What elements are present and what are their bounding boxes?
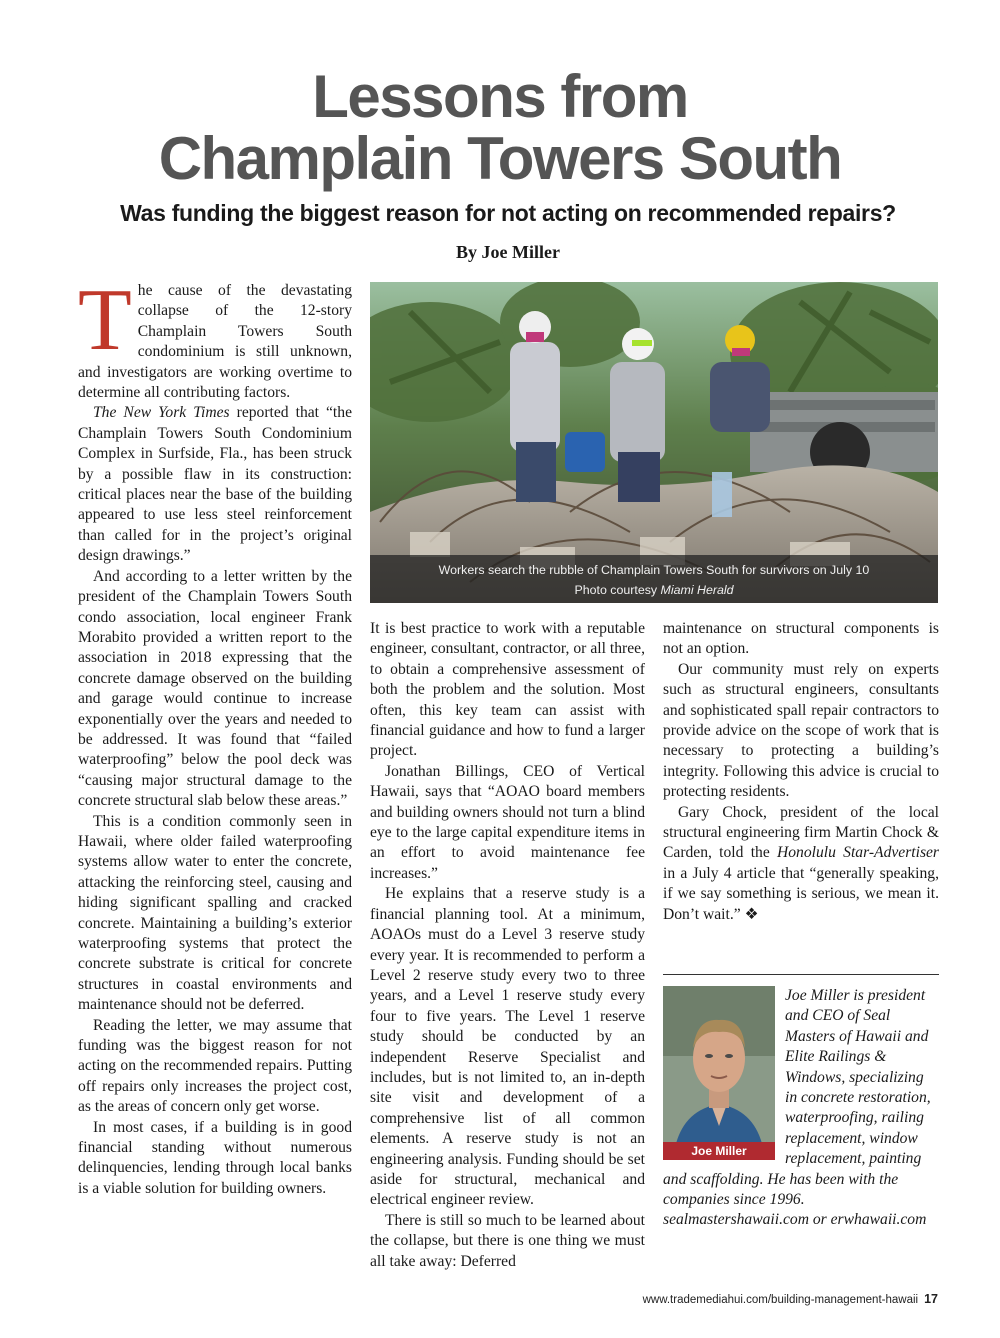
paragraph: This is a condition commonly seen in Hawaii, where older failed waterproofing systems allow water to enter the concrete, attacking the reinforcing steel, causing and hiding significant spalling and cracked concrete. Maintaining a building’s exterior waterproofing systems that protect the concrete substrate is critical for concrete structures in coastal environments and maintenance should not be deferred.	[78, 812, 352, 1014]
paragraph: It is best practice to work with a reputable engineer, consultant, contractor, or all three, to obtain a comprehensive assessment of both the problem and the solution. Most often, this key team can assist with financial guidance and how to fund a larger project.	[370, 620, 645, 760]
paragraph: maintenance on structural components is not an option.	[663, 620, 939, 658]
caption-line: Workers search the rubble of Champlain Towers South for survivors on July 10	[438, 563, 870, 577]
publication-name: Honolulu Star-Advertiser	[777, 844, 939, 862]
article-title-line1: Lessons from	[312, 63, 688, 130]
paragraph	[663, 803, 939, 925]
article-subtitle: Was funding the biggest reason for not acting on recommended repairs?	[120, 200, 896, 226]
credit-source: Miami Herald	[660, 583, 734, 597]
article-title-line2: Champlain Towers South	[158, 125, 842, 192]
author-name-tag: Joe Miller	[663, 1142, 775, 1160]
photo-caption	[370, 555, 938, 603]
text-column-2	[370, 619, 645, 1272]
paragraph	[78, 403, 352, 566]
paragraph: And according to a letter written by the president of the Champlain Towers South condo association, local engineer Frank Morabito provided a written report to the association in 2018 expressing that the concrete damage observed on the building and garage would continue to increase exponentially over the years and needed to be addressed. It was found that “failed waterproofing” below the pool deck was “causing major structural damage to the concrete structural slab below these areas.”	[78, 567, 352, 810]
footer-url[interactable]: www.trademediahui.com/building-management-hawaii	[642, 1294, 919, 1306]
paragraph: Jonathan Billings, CEO of Vertical Hawaii, says that “AOAO board members and building owners should not turn a blind eye to the large capital expenditure items in an effort to avoid maintenance fee increases.”	[370, 762, 645, 882]
publication-name: The New York Times	[93, 404, 230, 422]
paragraph-text: in a July 4 article that “generally speaking, if we say something is serious, we mean it. Don’t wait.”	[663, 864, 939, 923]
paragraph-text: Gary Chock, president of the local structural engineering firm Martin Chock & Carden, told the	[663, 803, 939, 862]
article-byline: By Joe Miller	[456, 242, 560, 262]
paragraph-text: he cause of the devastating collapse of the 12-story Champlain Towers South condominium is still unknown, and investigators are working overtime to determine all contributing factors.	[78, 282, 352, 402]
divider	[663, 974, 939, 975]
page-footer	[643, 1292, 938, 1306]
author-bio-text: Joe Miller is president and CEO of Seal Masters of Hawaii and Elite Railings & Windows, specializing in concrete restoration, waterproofing, railing replacement, window replacement, painting and scaffolding. He has been with the companies since 1996. sealmastershawaii.com or erwhawaii.com	[663, 987, 931, 1229]
rubble-photo	[370, 282, 938, 603]
credit-prefix: Photo courtesy	[574, 583, 661, 597]
page-number: 17	[924, 1292, 938, 1306]
paragraph: He explains that a reserve study is a financial planning tool. At a minimum, AOAOs must do a Level 3 reserve study every year. It is recommended to perform a Level 2 reserve study every two to three years, and a Level 1 reserve study every four to five years. The Level 1 reserve study should be conducted by an independent Reserve Specialist and includes, but is not limited to, an in-depth site visit and development of a comprehensive list of all common elements. A reserve study is not an engineering analysis. Funding should be set aside for structural, mechanical and electrical engineer review.	[370, 885, 645, 1209]
text-column-1	[78, 272, 352, 1199]
caption-credit	[370, 580, 938, 600]
paragraph: Reading the letter, we may assume that funding was the biggest reason for not acting on the recommended repairs. Putting off repairs only increases the project cost, as the areas of concern only get worse.	[78, 1016, 352, 1116]
end-mark-icon: ❖	[744, 905, 759, 923]
paragraph: Our community must rely on experts such as structural engineers, consultants and sophisticated spall repair contractors to provide advice on the scope of work that is necessary to protecting a building’s integrity. Following this advice is crucial to protecting residents.	[663, 660, 939, 801]
paragraph: There is still so much to be learned about the collapse, but there is one thing we must all take away: Deferred	[370, 1211, 645, 1270]
text-column-3	[663, 619, 939, 925]
paragraph	[78, 272, 352, 403]
author-bio	[663, 986, 939, 1231]
paragraph-text: reported that “the Champlain Towers South Condominium Complex in Surfside, Fla., has been struck by a possible flaw in its construction: critical places near the base of the building appeared to use less steel reinforcement than called for in the project’s original design drawings.”	[78, 404, 352, 565]
bio-spacer	[663, 986, 785, 1164]
paragraph: In most cases, if a building is in good financial standing without numerous delinquencies, lending through local banks is a viable solution for building owners.	[78, 1118, 352, 1197]
drop-cap: T	[78, 272, 132, 369]
